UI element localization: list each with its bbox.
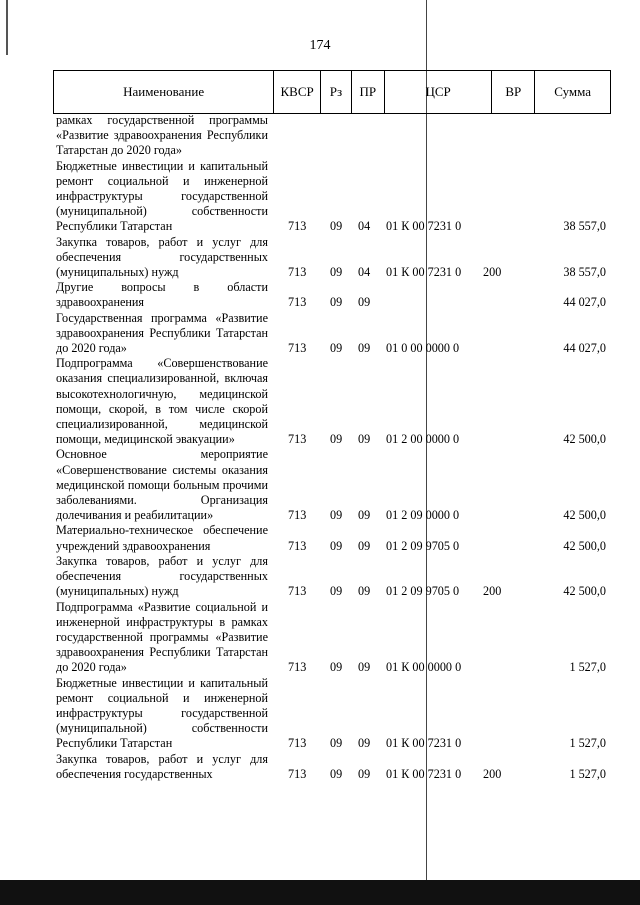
row-csr: 01 2 09 9705 0 [386, 584, 460, 599]
table-row [56, 280, 612, 310]
header-rz: Рз [321, 71, 352, 113]
row-csr: 01 К 00 7231 0 [386, 736, 462, 751]
row-name: Бюджетные инвестиции и капитальный ремонт социальной и инженерной инфраструктуры государственной (муниципальной) собственности Республики Татарстан [56, 158, 268, 234]
table-row [56, 159, 612, 235]
row-pr: 09 [358, 295, 371, 310]
row-pr: 09 [358, 538, 371, 553]
table-row [56, 554, 612, 600]
row-csr: 01 К 00 7231 0 [386, 766, 462, 781]
row-csr: 01 К 00 7231 0 [386, 219, 462, 234]
row-kvsr: 713 [288, 265, 307, 280]
row-rz: 09 [330, 584, 343, 599]
row-kvsr: 713 [288, 219, 307, 234]
row-pr: 09 [358, 660, 371, 675]
table-row [56, 523, 612, 553]
row-csr: 01 0 00 0000 0 [386, 341, 460, 356]
row-pr: 09 [358, 341, 371, 356]
row-name: Основное мероприятие «Совершенствование системы оказания медицинской помощи больным прочими заболеваниями. Организация долечивания и реабилитации» [56, 447, 268, 523]
row-name: Закупка товаров, работ и услуг для обеспечения государственных [56, 751, 268, 781]
row-kvsr: 713 [288, 736, 307, 751]
row-sum: 42 500,0 [563, 508, 606, 523]
row-sum: 42 500,0 [563, 538, 606, 553]
row-sum: 42 500,0 [563, 432, 606, 447]
header-sum: Сумма [554, 84, 592, 99]
row-vr: 200 [483, 265, 502, 280]
row-pr: 04 [358, 265, 371, 280]
row-rz: 09 [330, 766, 343, 781]
row-kvsr: 713 [288, 584, 307, 599]
row-pr: 09 [358, 736, 371, 751]
row-pr: 09 [358, 432, 371, 447]
table-row [56, 447, 612, 523]
row-name: рамках государственной программы «Развитие здравоохранения Республики Татарстан до 2020 года» [56, 113, 268, 158]
row-kvsr: 713 [288, 341, 307, 356]
table-row [56, 113, 612, 159]
row-rz: 09 [330, 432, 343, 447]
row-sum: 38 557,0 [563, 265, 606, 280]
table-row [56, 235, 612, 281]
row-name: Закупка товаров, работ и услуг для обеспечения государственных (муниципальных) нужд [56, 553, 268, 599]
row-sum: 1 527,0 [569, 660, 606, 675]
row-name: Другие вопросы в области здравоохранения [56, 280, 268, 310]
row-sum: 42 500,0 [563, 584, 606, 599]
row-sum: 44 027,0 [563, 295, 606, 310]
row-kvsr: 713 [288, 432, 307, 447]
header-csr: ЦСР [385, 71, 493, 113]
row-sum: 1 527,0 [569, 736, 606, 751]
header-vr: ВР [492, 71, 535, 113]
table-body [56, 113, 612, 782]
row-rz: 09 [330, 538, 343, 553]
row-name: Подпрограмма «Развитие социальной и инженерной инфраструктуры в рамках государственной программы «Развитие здравоохранения Республики Татарстан до 2020 года» [56, 599, 268, 675]
row-sum: 38 557,0 [563, 219, 606, 234]
row-vr: 200 [483, 584, 502, 599]
row-kvsr: 713 [288, 660, 307, 675]
row-pr: 09 [358, 508, 371, 523]
row-rz: 09 [330, 265, 343, 280]
row-pr: 09 [358, 766, 371, 781]
scan-bottom-edge [0, 880, 640, 905]
row-sum: 44 027,0 [563, 341, 606, 356]
header-name: Наименование [54, 71, 274, 113]
row-csr: 01 2 00 0000 0 [386, 432, 460, 447]
row-rz: 09 [330, 660, 343, 675]
header-kvsr: КВСР [274, 71, 321, 113]
table-row [56, 752, 612, 782]
row-rz: 09 [330, 219, 343, 234]
row-name: Закупка товаров, работ и услуг для обеспечения государственных (муниципальных) нужд [56, 234, 268, 280]
row-kvsr: 713 [288, 295, 307, 310]
row-name: Материально-техническое обеспечение учреждений здравоохранения [56, 523, 268, 553]
row-name: Подпрограмма «Совершенствование оказания специализированной, включая высокотехнологичную, медицинской помощи, скорой, в том числе скорой специализированной, медицинской помощи, медицинской эвакуации» [56, 356, 268, 447]
table-row [56, 676, 612, 752]
row-rz: 09 [330, 295, 343, 310]
row-pr: 04 [358, 219, 371, 234]
table-row [56, 600, 612, 676]
row-sum: 1 527,0 [569, 766, 606, 781]
table-header [53, 70, 611, 114]
row-csr: 01 К 00 0000 0 [386, 660, 462, 675]
row-rz: 09 [330, 736, 343, 751]
row-rz: 09 [330, 508, 343, 523]
row-kvsr: 713 [288, 538, 307, 553]
row-csr: 01 2 09 0000 0 [386, 508, 460, 523]
header-pr: ПР [352, 71, 385, 113]
row-rz: 09 [330, 341, 343, 356]
row-vr: 200 [483, 766, 502, 781]
row-pr: 09 [358, 584, 371, 599]
row-csr: 01 К 00 7231 0 [386, 265, 462, 280]
page-number: 174 [309, 38, 331, 53]
row-name: Бюджетные инвестиции и капитальный ремонт социальной и инженерной инфраструктуры государственной (муниципальной) собственности Республики Татарстан [56, 675, 268, 751]
row-kvsr: 713 [288, 766, 307, 781]
table-row [56, 356, 612, 447]
table-row [56, 311, 612, 357]
row-name: Государственная программа «Развитие здравоохранения Республики Татарстан до 2020 года» [56, 310, 268, 356]
row-csr: 01 2 09 9705 0 [386, 538, 460, 553]
row-kvsr: 713 [288, 508, 307, 523]
